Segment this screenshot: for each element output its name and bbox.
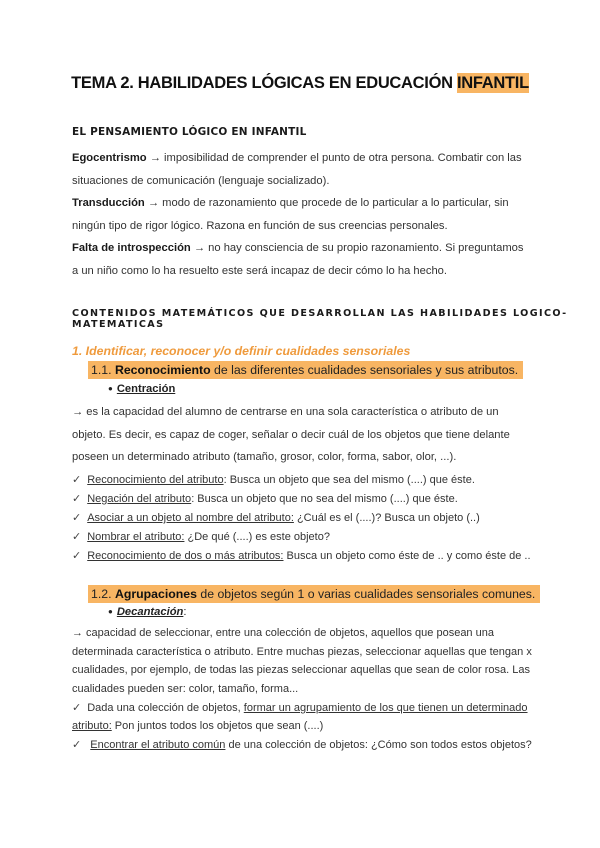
title-highlight: INFANTIL [457,74,529,92]
paragraph-egocentrismo: Egocentrismo → imposibilidad de comprender el punto de otra persona. Combatir con las situaciones de comunicación (lenguaje socializado). [72,152,522,187]
check-item: ✓ Asociar a un objeto al nombre del atributo: ¿Cuál es el (....)? Busca un objeto (..) [72,512,480,524]
subheading-1-2: 1.2. Agrupaciones de objetos según 1 o varias cualidades sensoriales comunes. [88,585,540,603]
check-item: ✓ Reconocimiento de dos o más atributos: Busca un objeto como éste de .. y como éste de .. [72,550,531,562]
subheading-1-1: 1.1. Reconocimiento de las diferentes cualidades sensoriales y sus atributos. [88,361,523,379]
paragraph-transduccion: Transducción → modo de razonamiento que procede de lo particular a lo particular, sin ningún tipo de rigor lógico. Razona en función de sus creencias personales. [72,197,509,232]
paragraph-decantacion: → capacidad de seleccionar, entre una colección de objetos, aquellos que posean una determinada característica o atributo. Entre muchas piezas, seleccionar aquellas que tengan x cualidades, por ejemplo, de todas las piezas seleccionar aquellas que sean de color rosa. Las cualidades pueden ser: color, tamaño, forma... [72,627,532,695]
section-heading-contenidos: CONTENIDOS MATEMÁTICOS QUE DESARROLLAN LAS HABILIDADES LOGICO-MATEMATICAS [72,308,568,330]
orange-heading: 1. Identificar, reconocer y/o definir cualidades sensoriales [72,344,411,358]
check-item: ✓ Dada una colección de objetos, formar un agrupamiento de los que tienen un determinado atributo: Pon juntos todos los objetos que sean (....) [72,702,528,732]
check-item: ✓ Encontrar el atributo común de una colección de objetos: ¿Cómo son todos estos objetos? [72,739,532,751]
paragraph-introspeccion: Falta de introspección → no hay consciencia de su propio razonamiento. Si preguntamos a un niño como lo ha resuelto este será incapaz de decir cómo lo ha hecho. [72,242,524,277]
section-heading-pensamiento: EL PENSAMIENTO LÓGICO EN INFANTIL [72,126,307,138]
bullet-centracion: ● Centración [108,383,176,395]
check-item: ✓ Negación del atributo: Busca un objeto que no sea del mismo (....) que éste. [72,493,458,505]
check-item: ✓ Reconocimiento del atributo: Busca un objeto que sea del mismo (....) que éste. [72,474,475,486]
bullet-dot-icon: ● [108,384,113,393]
page-title: TEMA 2. HABILIDADES LÓGICAS EN EDUCACIÓN INFANTIL [71,74,529,92]
bullet-dot-icon: ● [108,607,113,616]
bullet-decantacion: ● Decantación: [108,606,187,618]
check-item: ✓ Nombrar el atributo: ¿De qué (....) es este objeto? [72,531,330,543]
paragraph-centracion: → es la capacidad del alumno de centrarse en una sola característica o atributo de un objeto. Es decir, es capaz de coger, señalar o decir cuál de los objetos que tiene delante poseen un determinado atributo (tamaño, grosor, color, forma, sabor, olor, ...). [72,406,510,463]
